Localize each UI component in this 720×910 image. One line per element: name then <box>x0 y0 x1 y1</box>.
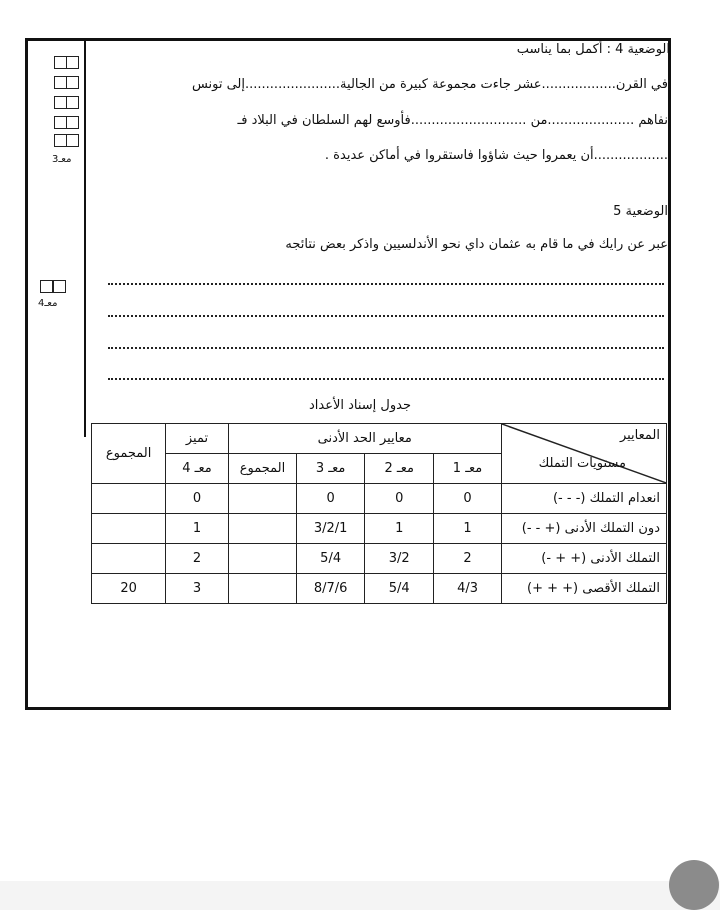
min-criteria-header: معايير الحد الأدنى <box>228 424 501 454</box>
levels-header: مستويات التملك <box>538 456 626 471</box>
answer-line[interactable] <box>108 347 664 349</box>
cell-c2: 5/4 <box>365 574 434 604</box>
sub-header-c2: معـ 2 <box>365 454 434 484</box>
answer-line[interactable] <box>108 315 664 317</box>
cell-c4: 3 <box>166 574 229 604</box>
cell-c3: 5/4 <box>297 544 365 574</box>
answer-line[interactable] <box>108 378 664 380</box>
situation4-title: الوضعية 4 : أكمل بما يناسب <box>516 42 670 57</box>
table-caption: جدول إسناد الأعداد <box>308 398 412 413</box>
table-row <box>92 514 667 544</box>
cell-c4: 0 <box>166 484 229 514</box>
sub-header-c1: معـ 1 <box>434 454 501 484</box>
cell-c3: 8/7/6 <box>297 574 365 604</box>
cell-sum <box>228 514 296 544</box>
grade-box[interactable] <box>66 116 79 129</box>
cell-c2: 0 <box>365 484 434 514</box>
cell-total: 20 <box>92 574 166 604</box>
excellence-header: تميز <box>166 424 229 454</box>
margin-divider <box>84 38 86 437</box>
level-label: التملك الأدنى (+ + -) <box>501 544 666 574</box>
cell-c1: 2 <box>434 544 501 574</box>
cell-c3: 0 <box>297 484 365 514</box>
criterion-label: معـ3 <box>52 154 72 165</box>
grading-table <box>91 423 667 604</box>
situation5-title: الوضعية 5 <box>613 204 668 219</box>
situation4-line3: ..................أن يعمروا حيث شاؤوا فاستقروا في أماكن عديدة . <box>324 148 668 163</box>
level-label: دون التملك الأدنى (+ - -) <box>501 514 666 544</box>
floating-action-button[interactable] <box>669 860 719 910</box>
cell-c4: 2 <box>166 544 229 574</box>
cell-sum <box>228 484 296 514</box>
total-header: المجموع <box>92 424 166 484</box>
grade-box[interactable] <box>66 96 79 109</box>
situation4-line2: نفاهم .....................من ............................فأوسع لهم السلطان في البلاد فـ <box>237 113 668 128</box>
grade-box[interactable] <box>66 56 79 69</box>
cell-c1: 1 <box>434 514 501 544</box>
criteria-header: المعايير <box>619 428 660 443</box>
grade-box[interactable] <box>40 280 53 293</box>
cell-c1: 0 <box>434 484 501 514</box>
sub-header-c4: معـ 4 <box>166 454 229 484</box>
level-label: انعدام التملك (- - -) <box>501 484 666 514</box>
cell-sum <box>228 544 296 574</box>
levels-criteria-header <box>501 424 666 484</box>
cell-c3: 3/2/1 <box>297 514 365 544</box>
cell-c2: 1 <box>365 514 434 544</box>
situation4-line1: في القرن..................عشر جاءت مجموعة كبيرة من الجالية.......................إلى تونس <box>191 77 668 92</box>
cell-c1: 4/3 <box>434 574 501 604</box>
table-row <box>92 484 667 514</box>
criterion-label: معـ4 <box>38 298 58 309</box>
grade-box[interactable] <box>53 280 66 293</box>
cell-total <box>92 514 166 544</box>
sub-header-sum: المجموع <box>228 454 296 484</box>
cell-c2: 3/2 <box>365 544 434 574</box>
situation5-prompt: عبر عن رايك في ما قام به عثمان داي نحو الأندلسيين واذكر بعض نتائجه <box>285 237 668 252</box>
grade-box[interactable] <box>66 134 79 147</box>
cell-sum <box>228 574 296 604</box>
table-row <box>92 544 667 574</box>
sub-header-c3: معـ 3 <box>297 454 365 484</box>
cell-c4: 1 <box>166 514 229 544</box>
cell-total <box>92 484 166 514</box>
cell-total <box>92 544 166 574</box>
table-row <box>92 574 667 604</box>
level-label: التملك الأقصى (+ + +) <box>501 574 666 604</box>
page-frame <box>25 38 671 710</box>
answer-line[interactable] <box>108 283 664 285</box>
grade-box[interactable] <box>66 76 79 89</box>
